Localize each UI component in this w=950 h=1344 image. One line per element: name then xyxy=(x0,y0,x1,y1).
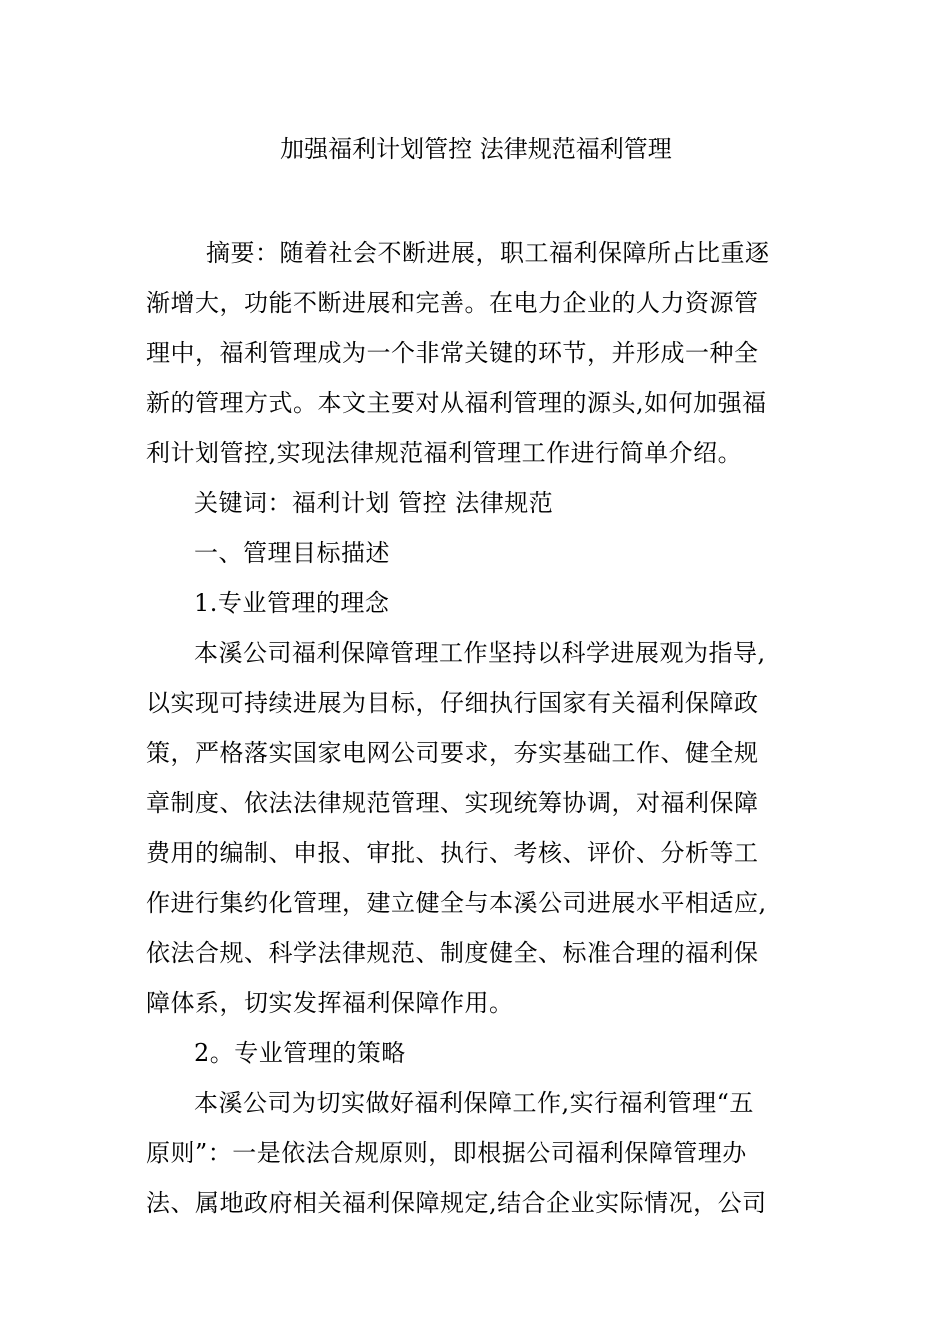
section-heading: 一、管理目标描述 xyxy=(194,539,390,567)
paragraph-line: 作进行集约化管理，建立健全与本溪公司进展水平相适应, xyxy=(146,889,767,917)
subsection-heading: 2。专业管理的策略 xyxy=(194,1039,406,1067)
abstract-line: 新的管理方式。本文主要对从福利管理的源头,如何加强福 xyxy=(146,389,767,417)
keywords-line: 关键词：福利计划 管控 法律规范 xyxy=(194,489,554,517)
paragraph-line: 以实现可持续进展为目标，仔细执行国家有关福利保障政 xyxy=(146,689,759,717)
body-paragraph xyxy=(146,628,806,1028)
paragraph-line: 策，严格落实国家电网公司要求，夯实基础工作、健全规 xyxy=(146,739,759,767)
paragraph-line: 本溪公司为切实做好福利保障工作,实行福利管理“五 xyxy=(194,1089,754,1117)
abstract-line: 摘要：随着社会不断进展，职工福利保障所占比重逐 xyxy=(206,239,770,267)
paragraph-line: 法、属地政府相关福利保障规定,结合企业实际情况，公司 xyxy=(146,1189,767,1217)
abstract-line: 渐增大，功能不断进展和完善。在电力企业的人力资源管 xyxy=(146,289,759,317)
body-paragraph xyxy=(146,1078,806,1228)
paragraph-line: 章制度、依法法律规范管理、实现统筹协调，对福利保障 xyxy=(146,789,759,817)
paragraph-line: 障体系，切实发挥福利保障作用。 xyxy=(146,989,514,1017)
paragraph-line: 依法合规、科学法律规范、制度健全、标准合理的福利保 xyxy=(146,939,759,967)
subsection-heading: 1.专业管理的理念 xyxy=(194,589,390,617)
document-title: 加强福利计划管控 法律规范福利管理 xyxy=(280,135,672,163)
abstract-line: 利计划管控,实现法律规范福利管理工作进行简单介绍。 xyxy=(146,439,743,467)
abstract-paragraph xyxy=(146,228,806,478)
abstract-line: 理中，福利管理成为一个非常关键的环节，并形成一种全 xyxy=(146,339,759,367)
paragraph-line: 费用的编制、申报、审批、执行、考核、评价、分析等工 xyxy=(146,839,759,867)
document-body xyxy=(146,228,806,1228)
paragraph-line: 原则”：一是依法合规原则，即根据公司福利保障管理办 xyxy=(146,1139,747,1167)
paragraph-line: 本溪公司福利保障管理工作坚持以科学进展观为指导, xyxy=(194,639,766,667)
